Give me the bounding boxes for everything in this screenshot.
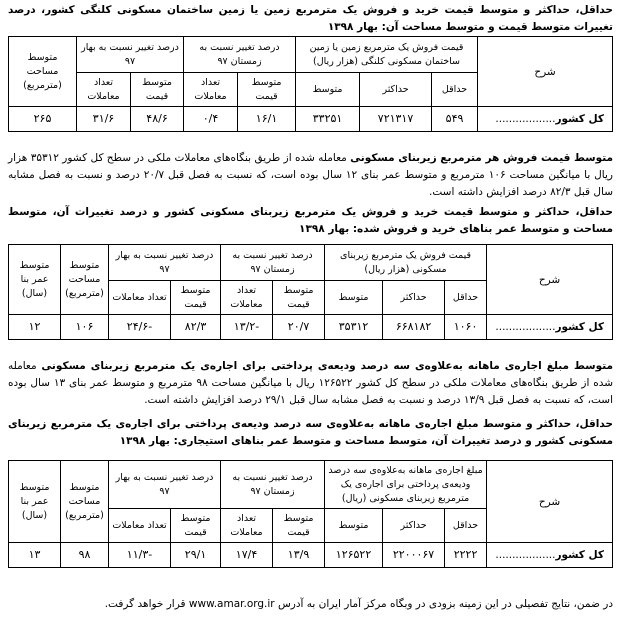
value-min: ۵۴۹ bbox=[432, 107, 478, 132]
min-header: حداقل bbox=[445, 281, 487, 315]
price-group-header: قیمت فروش یک مترمربع زیربنای مسکونی (هزار ریال) bbox=[325, 245, 487, 281]
row-label bbox=[487, 315, 613, 340]
row-label bbox=[478, 107, 613, 132]
avg-header: متوسط bbox=[296, 73, 360, 107]
section1-title: حداقل، حداکثر و متوسط قیمت خرید و فروش یک مترمربع زمین یا زمین ساختمان مسکونی کلنگی کشور، درصد تغییرات متوسط قیمت و متوسط مساحت آن: بهار ۱۳۹۸ bbox=[8, 4, 613, 33]
value-max: ۷۲۱۳۱۷ bbox=[360, 107, 432, 132]
paragraph-sales-bold: متوسط قیمت فروش هر مترمربع زیربنای مسکونی bbox=[350, 152, 613, 164]
land-price-table bbox=[8, 36, 613, 132]
winter-trans-header: تعداد معاملات bbox=[221, 281, 273, 315]
row-header: شرح bbox=[487, 461, 613, 543]
max-header: حداکثر bbox=[383, 509, 445, 543]
value-area: ۱۰۶ bbox=[61, 315, 109, 340]
paragraph-rent-text: معامله شده از طریق بنگاه‌های معاملات ملکی در سطح کل کشور ۱۲۶۵۲۲ ریال با میانگین مساحت ۹۸ مترمربع و متوسط عمر بنای ۱۳ سال بوده است، که نسبت به فصل قبل ۱۳/۹ درصد و نسبت به فصل مشابه سال قبل ۲۹/۱ درصد افزایش داشته است. bbox=[8, 360, 614, 406]
row-label-dots: .................. bbox=[495, 549, 556, 561]
value-age: ۱۲ bbox=[9, 315, 61, 340]
section2-title: حداقل، حداکثر و متوسط قیمت خرید و فروش یک مترمربع زیربنای مسکونی کشور و درصد تغییرات آن، متوسط مساحت و متوسط عمر بناهای خرید و فروش شده: بهار ۱۳۹۸ bbox=[8, 206, 613, 235]
spring-change-header: درصد تغییر نسبت به بهار ۹۷ bbox=[109, 461, 221, 509]
spring-price-header: متوسط قیمت bbox=[131, 73, 184, 107]
row-label-text: کل کشور bbox=[555, 321, 605, 333]
paragraph-rent bbox=[8, 358, 613, 409]
value-min: ۲۲۲۲ bbox=[445, 543, 487, 568]
row-label bbox=[487, 543, 613, 568]
value-age: ۱۳ bbox=[9, 543, 61, 568]
residential-price-table bbox=[8, 244, 613, 340]
max-header: حداکثر bbox=[383, 281, 445, 315]
winter-trans-header: تعداد معاملات bbox=[184, 73, 238, 107]
winter-change-header: درصد تغییر نسبت به زمستان ۹۷ bbox=[221, 461, 325, 509]
value-spring-price: ۴۸/۶ bbox=[131, 107, 184, 132]
spring-trans-header: تعداد معاملات bbox=[109, 281, 171, 315]
winter-price-header: متوسط قیمت bbox=[238, 73, 296, 107]
section3-title: حداقل، حداکثر و متوسط مبلغ اجاره‌ی ماهانه به‌علاوه‌ی سه درصد ودیعه‌ی پرداختی برای اجاره‌ی یک مترمربع زیربنای مسکونی کشور و درصد تغییرات آن، متوسط مساحت و متوسط عمر بناهای استیجاری: بهار ۱۳۹۸ bbox=[8, 418, 613, 447]
spring-price-header: متوسط قیمت bbox=[171, 509, 221, 543]
value-winter-trans: ۱۷/۴ bbox=[221, 543, 273, 568]
paragraph-sales bbox=[8, 150, 613, 201]
winter-change-header: درصد تغییر نسبت به زمستان ۹۷ bbox=[221, 245, 325, 281]
footer-text-after: قرار خواهد گرفت. bbox=[104, 598, 186, 610]
avg-age-header: متوسط عمر بنا (سال) bbox=[9, 245, 61, 315]
avg-header: متوسط bbox=[325, 509, 383, 543]
value-spring-price: ۸۲/۳ bbox=[171, 315, 221, 340]
value-avg: ۳۳۲۵۱ bbox=[296, 107, 360, 132]
avg-area-header: متوسط مساحت (مترمربع) bbox=[61, 245, 109, 315]
rent-price-table bbox=[8, 460, 613, 568]
row-label-dots: .................. bbox=[495, 113, 556, 125]
winter-change-header: درصد تغییر نسبت به زمستان ۹۷ bbox=[184, 37, 296, 73]
winter-price-header: متوسط قیمت bbox=[273, 281, 325, 315]
footer-text-before: در ضمن، نتایج تفصیلی در این زمینه بزودی در وبگاه مرکز آمار ایران به آدرس bbox=[277, 598, 613, 610]
value-max: ۶۶۸۱۸۲ bbox=[383, 315, 445, 340]
value-area: ۹۸ bbox=[61, 543, 109, 568]
avg-area-header: متوسط مساحت (مترمربع) bbox=[9, 37, 77, 107]
row-label-dots: .................. bbox=[495, 321, 556, 333]
min-header: حداقل bbox=[445, 509, 487, 543]
price-group-header: مبلغ اجاره‌ی ماهانه به‌علاوه‌ی سه درصد ودیعه‌ی پرداختی برای اجاره‌ی یک مترمربع زیربنای مسکونی (ریال) bbox=[325, 461, 487, 509]
row-label-text: کل کشور bbox=[555, 113, 605, 125]
footer-url-link[interactable]: www.amar.org.ir bbox=[188, 598, 275, 610]
spring-price-header: متوسط قیمت bbox=[171, 281, 221, 315]
row-header: شرح bbox=[487, 245, 613, 315]
avg-header: متوسط bbox=[325, 281, 383, 315]
footer-note bbox=[8, 596, 613, 613]
spring-change-header: درصد تغییر نسبت به بهار ۹۷ bbox=[77, 37, 184, 73]
row-header: شرح bbox=[478, 37, 613, 107]
winter-price-header: متوسط قیمت bbox=[273, 509, 325, 543]
spring-trans-header: تعداد معاملات bbox=[109, 509, 171, 543]
paragraph-sales-text: معامله شده از طریق بنگاه‌های معاملات ملکی در سطح کل کشور ۳۵۳۱۲ هزار ریال با میانگین مساحت ۱۰۶ مترمربع و متوسط عمر بنای ۱۲ سال بوده است، که نسبت به فصل قبل ۲۰/۷ درصد و نسبت به فصل مشابه سال قبل ۸۲/۳ درصد افزایش داشته است. bbox=[8, 152, 613, 198]
value-winter-trans: ۰/۴ bbox=[184, 107, 238, 132]
avg-age-header: متوسط عمر بنا (سال) bbox=[9, 461, 61, 543]
spring-trans-header: تعداد معاملات bbox=[77, 73, 131, 107]
row-label-text: کل کشور bbox=[555, 549, 605, 561]
avg-area-header: متوسط مساحت (مترمربع) bbox=[61, 461, 109, 543]
value-spring-trans: ۳۱/۶ bbox=[77, 107, 131, 132]
min-header: حداقل bbox=[432, 73, 478, 107]
value-spring-price: ۲۹/۱ bbox=[171, 543, 221, 568]
price-group-header: قیمت فروش یک مترمربع زمین یا زمین ساختمان مسکونی کلنگی (هزار ریال) bbox=[296, 37, 478, 73]
winter-trans-header: تعداد معاملات bbox=[221, 509, 273, 543]
value-spring-trans: -۲۴/۶ bbox=[109, 315, 171, 340]
value-min: ۱۰۶۰ bbox=[445, 315, 487, 340]
value-avg: ۱۲۶۵۲۲ bbox=[325, 543, 383, 568]
max-header: حداکثر bbox=[360, 73, 432, 107]
value-area: ۲۶۵ bbox=[9, 107, 77, 132]
value-max: ۲۲۰۰۰۶۷ bbox=[383, 543, 445, 568]
paragraph-rent-bold: متوسط مبلغ اجاره‌ی ماهانه به‌علاوه‌ی سه درصد ودیعه‌ی پرداختی برای اجاره‌ی یک مترمربع زیربنای مسکونی bbox=[41, 360, 613, 372]
value-spring-trans: -۱۱/۳ bbox=[109, 543, 171, 568]
value-winter-price: ۲۰/۷ bbox=[273, 315, 325, 340]
value-winter-trans: -۱۳/۲ bbox=[221, 315, 273, 340]
value-avg: ۳۵۳۱۲ bbox=[325, 315, 383, 340]
value-winter-price: ۱۳/۹ bbox=[273, 543, 325, 568]
value-winter-price: ۱۶/۱ bbox=[238, 107, 296, 132]
spring-change-header: درصد تغییر نسبت به بهار ۹۷ bbox=[109, 245, 221, 281]
